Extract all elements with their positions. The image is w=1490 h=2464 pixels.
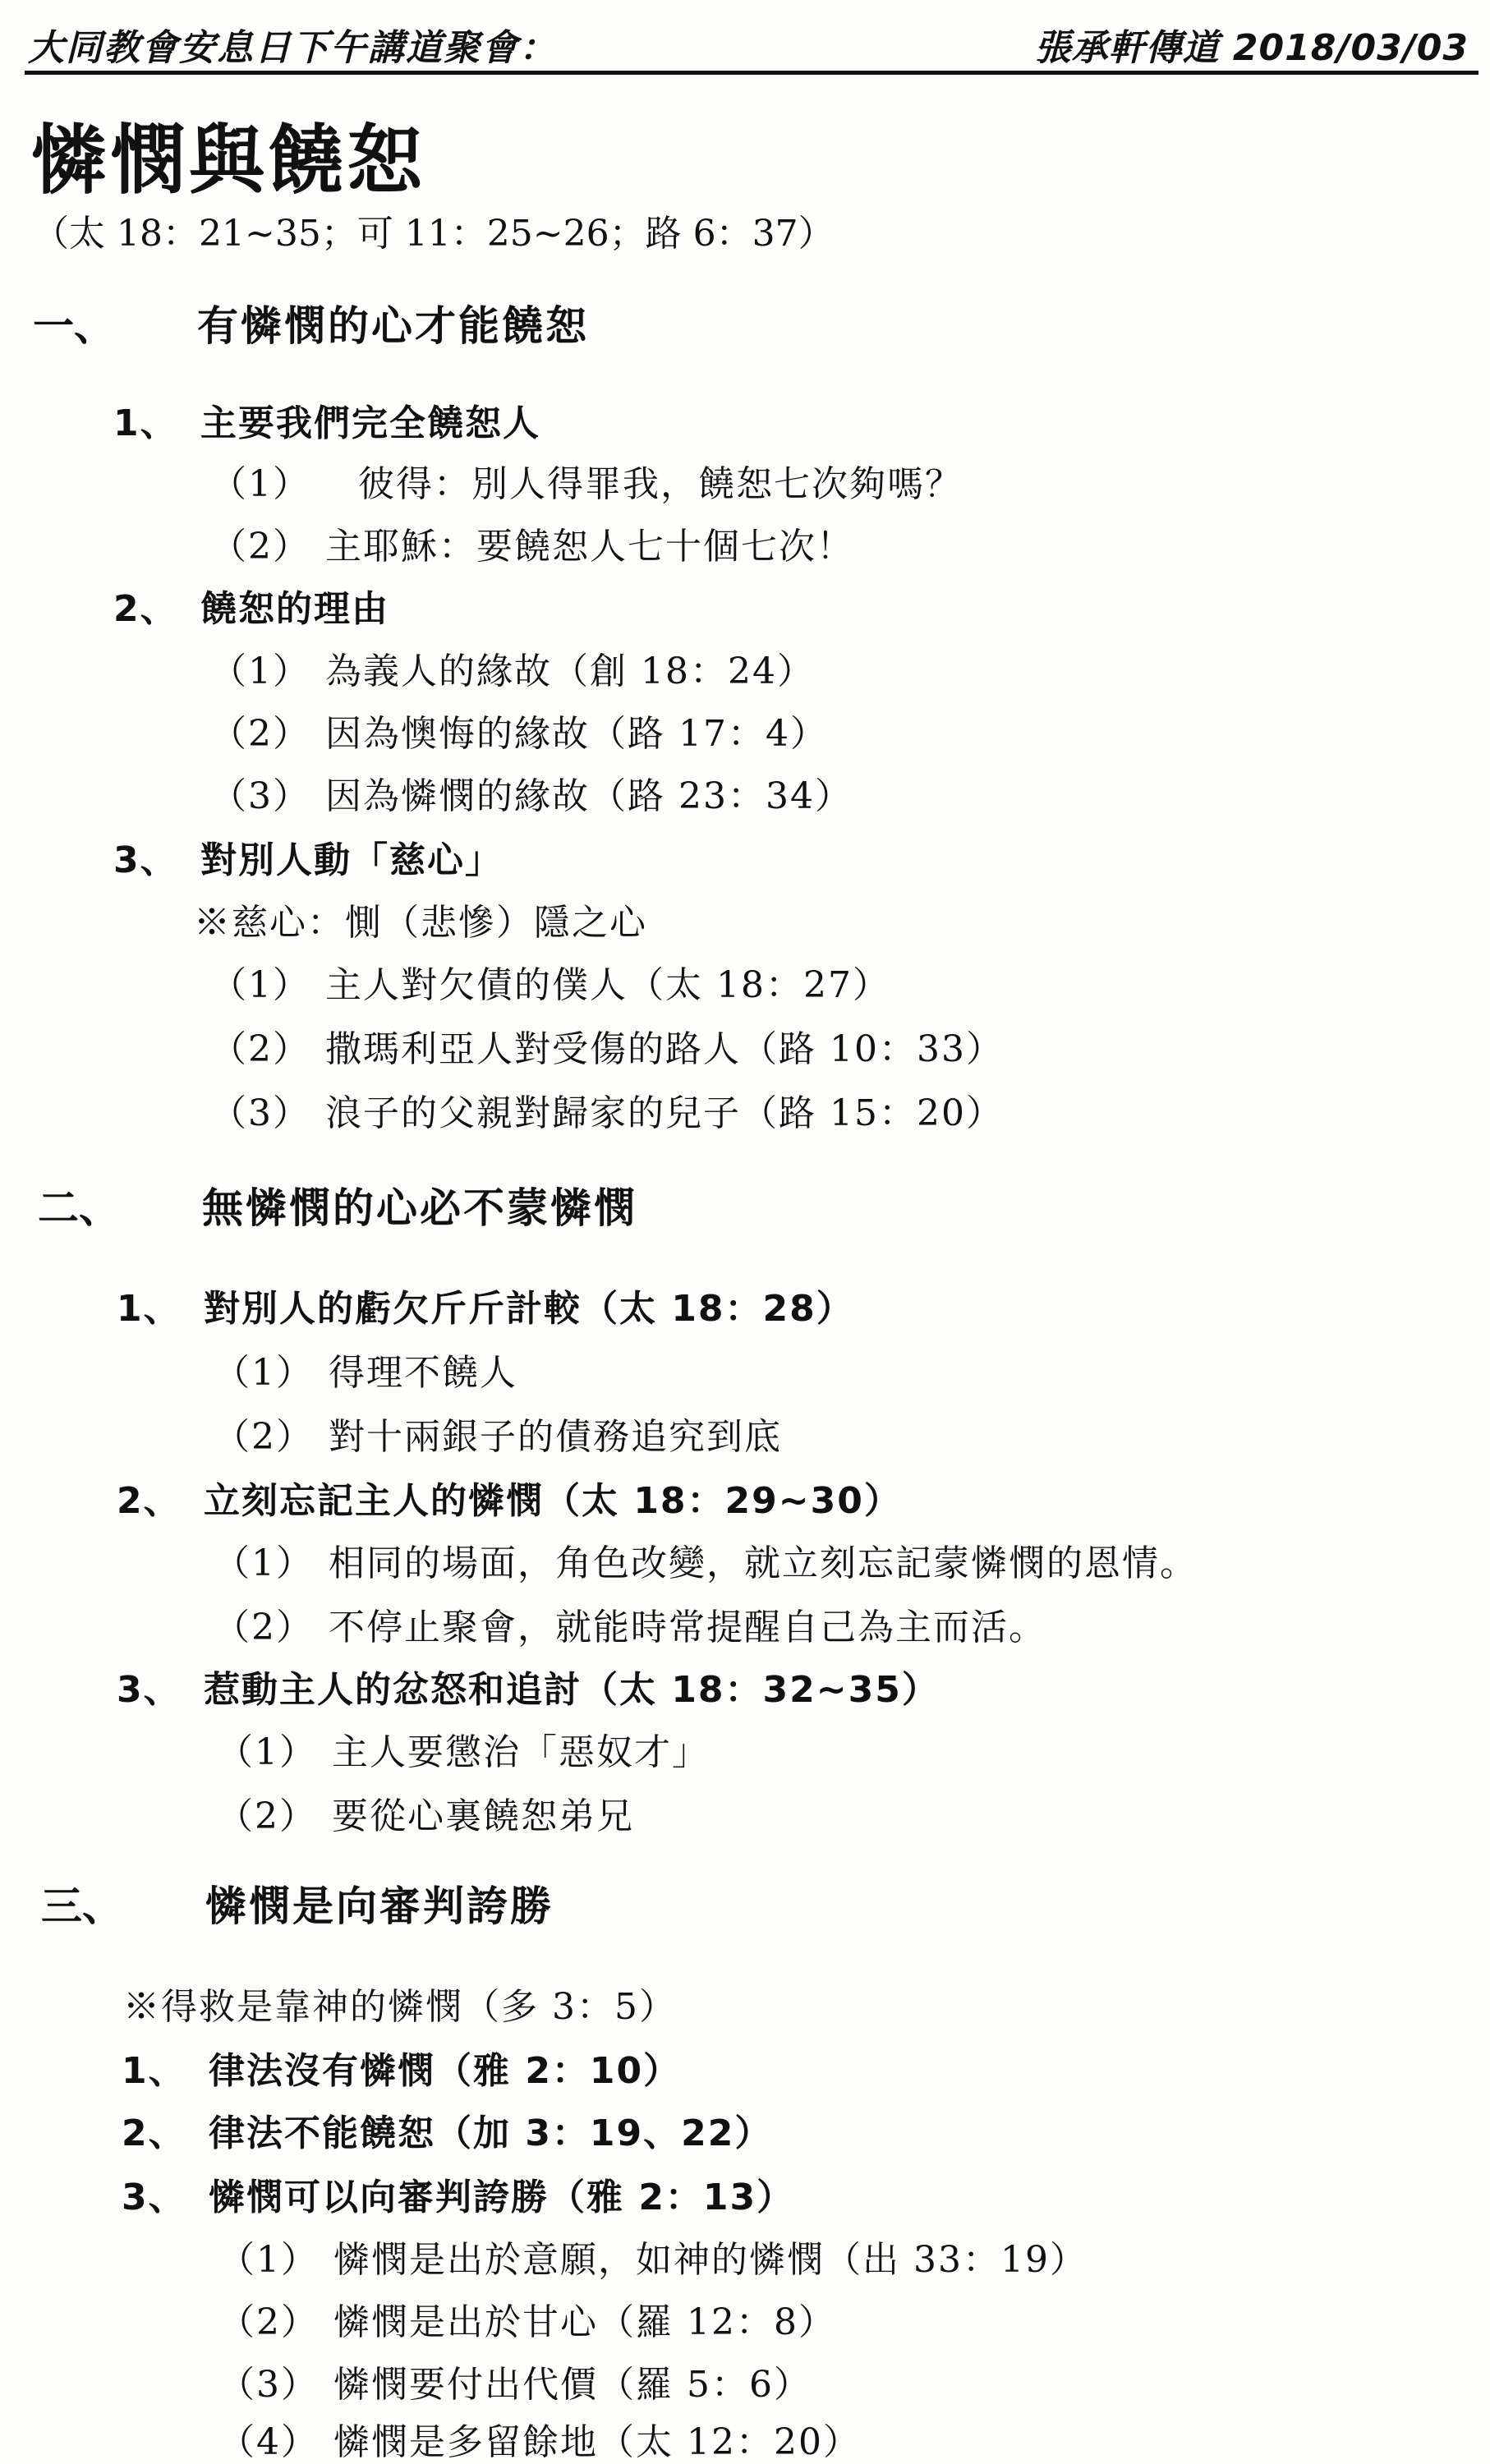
- section-2-point-2: [117, 1480, 902, 1522]
- point-number: 3、: [122, 2177, 186, 2218]
- point-number: 3、: [117, 1669, 182, 1711]
- section-1-point-2-sub-3: [210, 775, 853, 817]
- point-number: 1、: [117, 1288, 182, 1330]
- sub-number: （2）: [214, 1416, 314, 1458]
- header-divider: [25, 71, 1479, 75]
- sub-number: （1）: [218, 2239, 319, 2281]
- section-2-point-1-sub-1: [214, 1352, 517, 1394]
- point-text: 律法沒有憐憫（雅 2：10）: [209, 2050, 682, 2092]
- sub-number: （1）: [210, 463, 310, 505]
- point-text: 憐憫可以向審判誇勝（雅 2：13）: [209, 2177, 795, 2218]
- header-church-service: 大同教會安息日下午講道聚會：: [28, 27, 557, 69]
- section-3-point-3-sub-2: [218, 2301, 836, 2343]
- sub-text: 憐憫要付出代價（羅 5：6）: [333, 2364, 812, 2406]
- point-number: 2、: [113, 588, 178, 630]
- sub-number: （4）: [218, 2421, 319, 2463]
- section-1-point-1-sub-1: [210, 463, 963, 505]
- section-1-point-2-sub-2: [210, 713, 828, 755]
- sub-number: （2）: [214, 1607, 314, 1648]
- sub-text: 撒瑪利亞人對受傷的路人（路 10：33）: [325, 1028, 1004, 1070]
- point-text: 饒恕的理由: [200, 588, 389, 630]
- section-2-point-3-sub-2: [217, 1795, 634, 1837]
- section-1-point-2-sub-1: [210, 650, 815, 692]
- point-number: 2、: [122, 2112, 186, 2154]
- point-number: 3、: [113, 839, 178, 881]
- sub-number: （2）: [210, 526, 310, 568]
- section-title: 憐憫是向審判誇勝: [205, 1882, 554, 1930]
- section-title: 無憐憫的心必不蒙憐憫: [202, 1184, 637, 1232]
- point-text: 惹動主人的忿怒和追討（太 18：32~35）: [204, 1669, 940, 1711]
- sub-number: （2）: [210, 713, 310, 755]
- point-number: 2、: [117, 1480, 182, 1522]
- sub-text: 憐憫是多留餘地（太 12：20）: [333, 2421, 861, 2463]
- section-2-heading: [38, 1184, 637, 1232]
- section-3-point-3-sub-3: [218, 2364, 812, 2406]
- scripture-references: （太 18：21~35；可 11：25~26；路 6：37）: [33, 213, 835, 255]
- section-1-point-1-sub-2: [210, 526, 854, 568]
- sub-text: 相同的場面，角色改變，就立刻忘記蒙憐憫的恩情。: [329, 1542, 1198, 1584]
- page-title: 憐憫與饒恕: [31, 117, 426, 205]
- note-text: ※慈心：惻（悲慘）隱之心: [194, 902, 647, 944]
- section-1-point-2: [113, 588, 389, 630]
- section-2-point-2-sub-1: [214, 1542, 1198, 1584]
- sub-text: 憐憫是出於意願，如神的憐憫（出 33：19）: [333, 2239, 1088, 2281]
- sub-text: 對十兩銀子的債務追究到底: [329, 1416, 782, 1458]
- sub-text: 主人要懲治「惡奴才」: [332, 1731, 710, 1773]
- section-3-point-3-sub-1: [218, 2239, 1088, 2281]
- point-number: 1、: [122, 2050, 186, 2092]
- sub-number: （1）: [217, 1731, 317, 1773]
- section-1-point-3-sub-1: [210, 964, 890, 1006]
- sub-text: 得理不饒人: [329, 1352, 517, 1394]
- section-2-point-3: [117, 1669, 940, 1711]
- header-preacher-date: 張承軒傳道 2018/03/03: [1034, 27, 1469, 69]
- sub-text: 主人對欠債的僕人（太 18：27）: [325, 964, 890, 1006]
- section-1-point-3: [113, 839, 503, 881]
- section-title: 有憐憫的心才能饒恕: [197, 302, 589, 350]
- sub-number: （3）: [210, 1092, 310, 1134]
- point-text: 對別人動「慈心」: [200, 839, 503, 881]
- section-number: 一、: [33, 302, 115, 350]
- sub-text: 憐憫是出於甘心（羅 12：8）: [333, 2301, 836, 2343]
- point-text: 律法不能饒恕（加 3：19、22）: [209, 2112, 773, 2154]
- sub-text: 主耶穌：要饒恕人七十個七次！: [325, 526, 854, 568]
- sub-text: 浪子的父親對歸家的兒子（路 15：20）: [325, 1092, 1004, 1134]
- section-number: 二、: [38, 1184, 120, 1232]
- section-2-point-3-sub-1: [217, 1731, 710, 1773]
- point-number: 1、: [113, 402, 178, 444]
- section-1-point-3-sub-3: [210, 1092, 1004, 1134]
- sub-number: （1）: [210, 650, 310, 692]
- sub-number: （3）: [210, 775, 310, 817]
- section-number: 三、: [41, 1882, 123, 1930]
- point-text: 對別人的虧欠斤斤計較（太 18：28）: [204, 1288, 854, 1330]
- section-3-point-3-sub-4: [218, 2421, 861, 2463]
- sub-text: 要從心裏饒恕弟兄: [332, 1795, 634, 1837]
- section-1-point-1: [113, 402, 540, 444]
- section-1-heading: [33, 302, 589, 350]
- section-3-point-1: [122, 2050, 682, 2092]
- point-text: 主要我們完全饒恕人: [200, 402, 540, 444]
- point-text: 立刻忘記主人的憐憫（太 18：29~30）: [204, 1480, 902, 1522]
- sub-number: （2）: [210, 1028, 310, 1070]
- section-3-intro-note: [123, 1986, 677, 2028]
- section-3-heading: [41, 1882, 554, 1930]
- sub-text: 不停止聚會，就能時常提醒自己為主而活。: [329, 1607, 1046, 1648]
- section-1-point-3-note: [194, 902, 647, 944]
- sub-number: （2）: [218, 2301, 319, 2343]
- section-2-point-1: [117, 1288, 854, 1330]
- sub-text: 為義人的緣故（創 18：24）: [325, 650, 815, 692]
- sub-number: （1）: [214, 1352, 314, 1394]
- section-3-point-2: [122, 2112, 773, 2154]
- section-2-point-2-sub-2: [214, 1607, 1046, 1648]
- sub-text: 因為憐憫的緣故（路 23：34）: [325, 775, 853, 817]
- section-3-point-3: [122, 2177, 795, 2218]
- sub-text: 因為懊悔的緣故（路 17：4）: [325, 713, 828, 755]
- sub-number: （2）: [217, 1795, 317, 1837]
- sub-number: （1）: [214, 1542, 314, 1584]
- note-text: ※得救是靠神的憐憫（多 3：5）: [123, 1986, 677, 2028]
- section-2-point-1-sub-2: [214, 1416, 782, 1458]
- section-1-point-3-sub-2: [210, 1028, 1004, 1070]
- sub-text: 彼得：別人得罪我，饒恕七次夠嗎？: [358, 463, 963, 505]
- sub-number: （1）: [210, 964, 310, 1006]
- sub-number: （3）: [218, 2364, 319, 2406]
